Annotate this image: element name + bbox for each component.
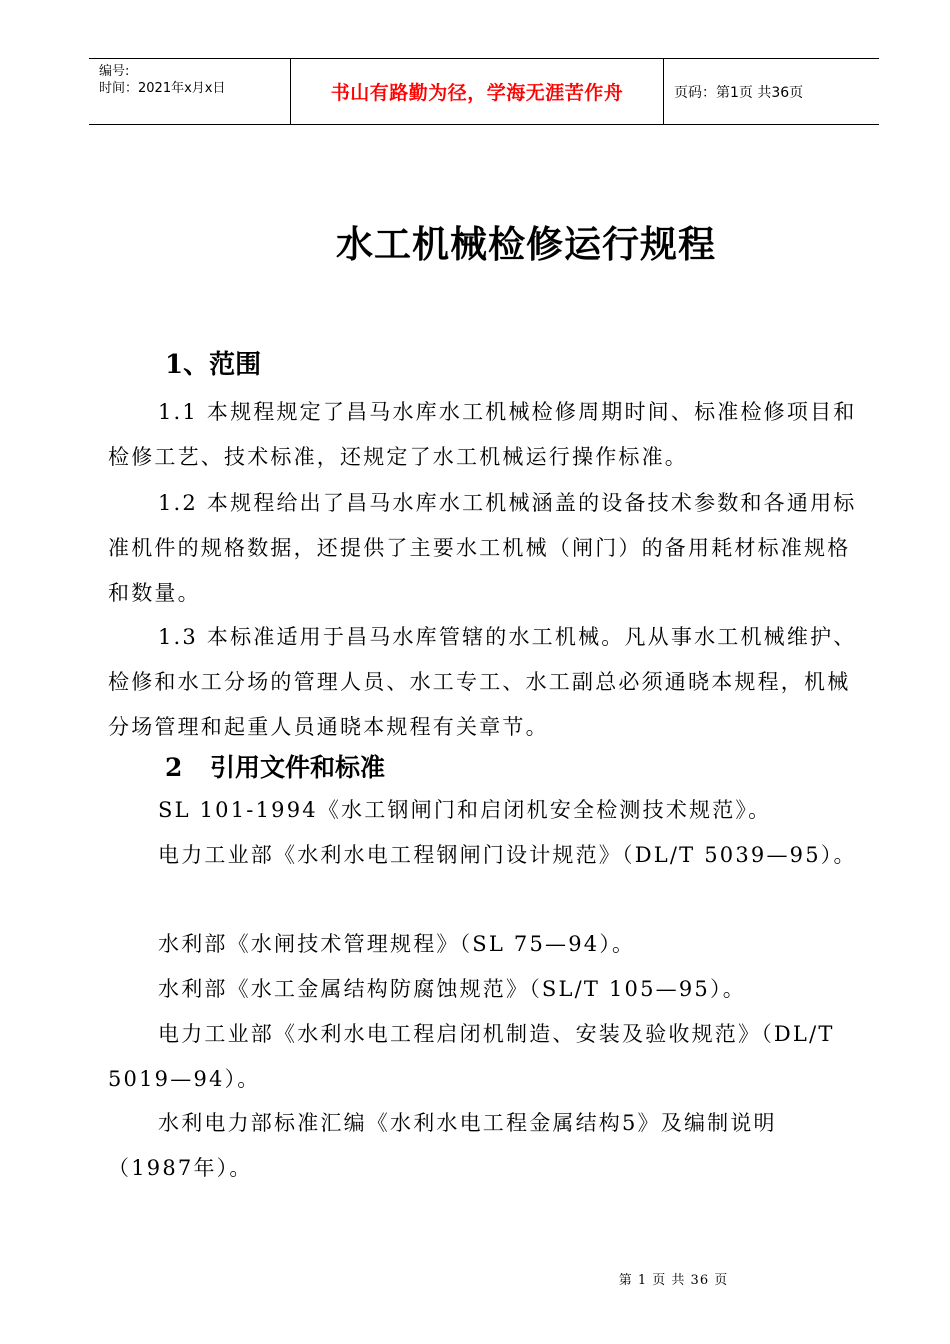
section2-heading	[165, 748, 385, 784]
document-time-label: 时间：2021年x月x日	[99, 81, 226, 96]
reference-5: 电力工业部《水利水电工程启闭机制造、安装及验收规范》（DL/T 5019—94）。	[108, 1022, 835, 1091]
section2-title: 引用文件和标准	[210, 753, 386, 782]
section1-heading: 1、范围	[165, 350, 262, 380]
document-number-label: 编号:	[99, 64, 130, 79]
page-footer: 第 1 页 共 36 页	[618, 1273, 729, 1288]
header-motto: 书山有路勤为径，学海无涯苦作舟	[291, 59, 664, 124]
reference-6: 水利电力部标准汇编《水利水电工程金属结构5》及编制说明（1987年）。	[108, 1111, 777, 1180]
section1-paragraph-3: 1.3 本标准适用于昌马水库管辖的水工机械。凡从事水工机械维护、检修和水工分场的管理人员、水工专工、水工副总必须通晓本规程，机械分场管理和起重人员通晓本规程有关章节。	[108, 625, 857, 739]
header-page-info: 页码：第1页 共36页	[674, 84, 804, 101]
section2-number: 2	[165, 753, 183, 782]
document-title: 水工机械检修运行规程	[336, 222, 716, 266]
header-table	[89, 58, 879, 125]
reference-4: 水利部《水工金属结构防腐蚀规范》（SL/T 105—95）。	[158, 977, 746, 1001]
section1-paragraph-2: 1.2 本规程给出了昌马水库水工机械涵盖的设备技术参数和各通用标准机件的规格数据，还提供了主要水工机械（闸门）的备用耗材标准规格和数量。	[108, 491, 857, 605]
reference-1: SL 101-1994《水工钢闸门和启闭机安全检测技术规范》。	[158, 798, 772, 822]
reference-3: 水利部《水闸技术管理规程》（SL 75—94）。	[158, 932, 636, 956]
reference-2: 电力工业部《水利水电工程钢闸门设计规范》（DL/T 5039—95）。	[158, 843, 857, 867]
header-meta-cell	[89, 59, 291, 124]
section1-paragraph-1: 1.1 本规程规定了昌马水库水工机械检修周期时间、标准检修项目和检修工艺、技术标准，还规定了水工机械运行操作标准。	[108, 400, 857, 469]
